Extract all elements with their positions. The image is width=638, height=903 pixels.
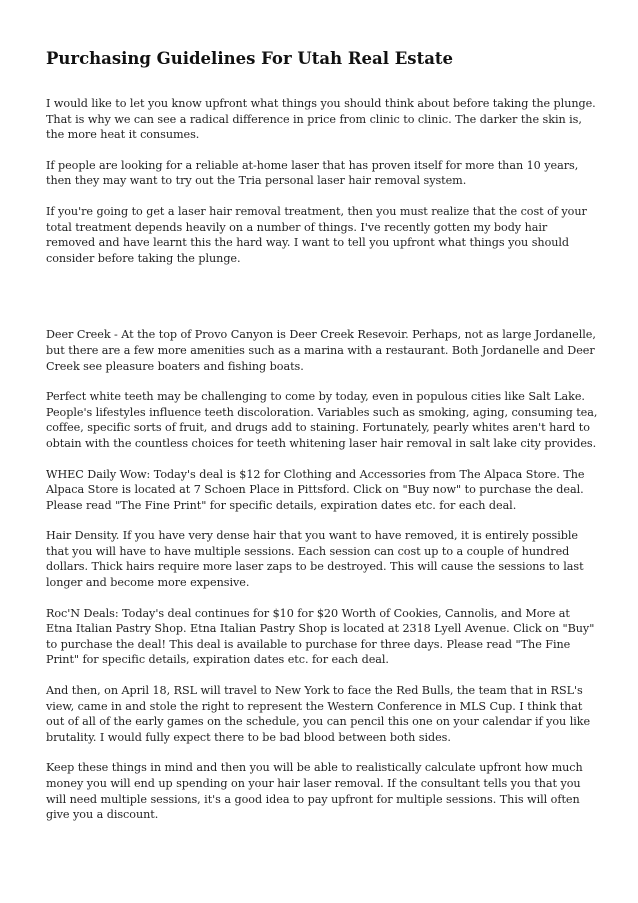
paragraph-10: Keep these things in mind and then you will be able to realistically calculate upfront how much money you will end up spending on your hair laser removal. If the consultant tells you that you will need multiple sessions, it's a good idea to pay upfront for multiple sessions. This will often give you a discount. [46, 761, 583, 822]
paragraph-3: If you're going to get a laser hair removal treatment, then you must realize that the cost of your total treatment depends heavily on a number of things. I've recently gotten my body hair removed and have learnt this the hard way. I want to tell you upfront what things you should consider before taking the plunge. [46, 204, 587, 265]
paragraph-4: Deer Creek - At the top of Provo Canyon is Deer Creek Resevoir. Perhaps, not as large Jordanelle, but there are a few more amenities such as a marina with a restaurant. Both Jordanelle and Deer Creek see pleasure boaters and fishing boats. [46, 328, 596, 373]
paragraph-9: And then, on April 18, RSL will travel to New York to face the Red Bulls, the team that in RSL's view, came in and stole the right to represent the Western Conference in MLS Cup. I think that out of all of the early games on the schedule, you can pencil this one on your calendar if you like brutality. I would fully expect there to be bad blood between both sides. [46, 684, 591, 744]
document-title: Purchasing Guidelines For Utah Real Estate [46, 49, 454, 68]
blank-gap [46, 281, 598, 327]
document-page [46, 48, 598, 838]
paragraph-5: Perfect white teeth may be challenging to come by today, even in populous cities like Salt Lake. People's lifestyles influence teeth discoloration. Variables such as smoking, aging, consuming tea, coffee, specific sorts of fruit, and drugs add to staining. Fortunately, pearly whites aren't hard to obtain with the countless choices for teeth whitening laser hair removal in salt lake city provides. [46, 390, 598, 450]
paragraph-6: WHEC Daily Wow: Today's deal is $12 for Clothing and Accessories from The Alpaca Store. The Alpaca Store is located at 7 Schoen Place in Pittsford. Click on "Buy now" to purchase the deal. Please read "The Fine Print" for specific details, expiration dates etc. for each deal. [46, 467, 585, 512]
paragraph-1: I would like to let you know upfront what things you should think about before taking the plunge. That is why we can see a radical difference in price from clinic to clinic. The darker the skin is, the more heat it consumes. [46, 97, 596, 142]
paragraph-2: If people are looking for a reliable at-home laser that has proven itself for more than 10 years, then they may want to try out the Tria personal laser hair removal system. [46, 158, 579, 188]
paragraph-7: Hair Density. If you have very dense hair that you want to have removed, it is entirely possible that you will have to have multiple sessions. Each session can cost up to a couple of hundred dollars. Thick hairs require more laser zaps to be destroyed. This will cause the sessions to last longer and become more expensive. [46, 529, 584, 590]
paragraph-8: Roc'N Deals: Today's deal continues for $10 for $20 Worth of Cookies, Cannolis, and More at Etna Italian Pastry Shop. Etna Italian Pastry Shop is located at 2318 Lyell Avenue. Click on "Buy" to purchase the deal! This deal is available to purchase for three days. Please read "The Fine Print" for specific details, expiration dates etc. for each deal. [46, 606, 595, 667]
